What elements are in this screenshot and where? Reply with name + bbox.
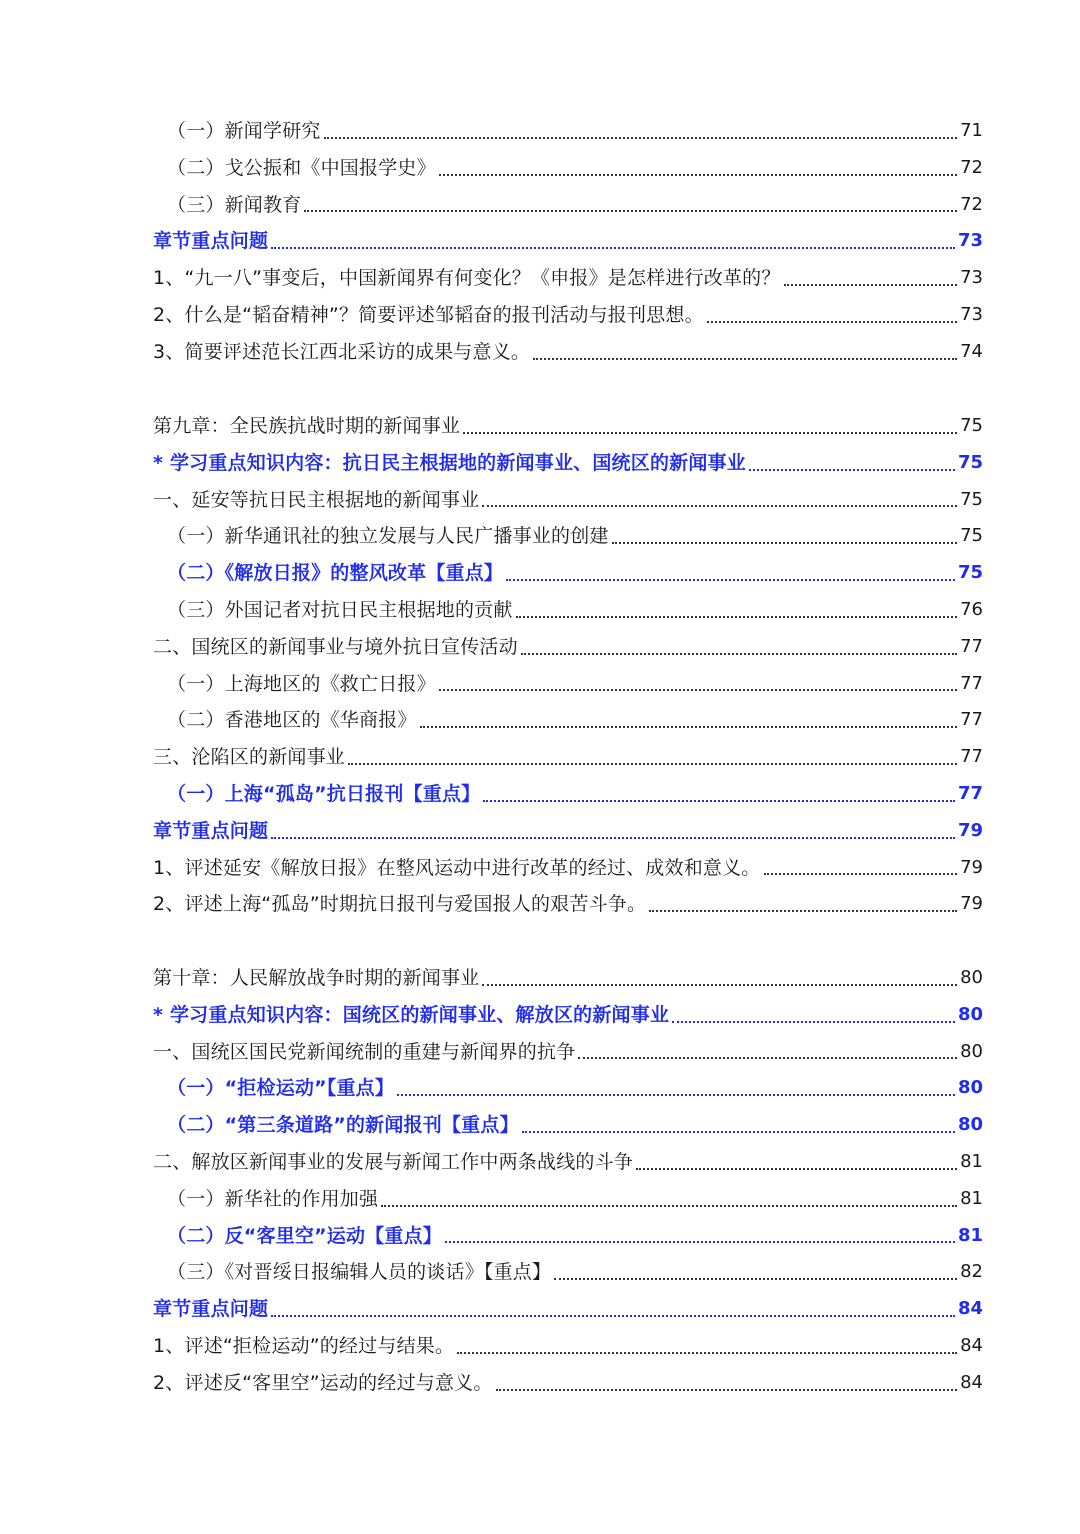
toc-entry-page-number: 81 bbox=[957, 1224, 983, 1246]
toc-dot-leader bbox=[381, 1205, 957, 1207]
toc-entry[interactable] bbox=[153, 555, 983, 592]
toc-entry-page-number: 76 bbox=[960, 598, 983, 620]
toc-dot-leader bbox=[578, 1057, 957, 1059]
toc-entry[interactable] bbox=[153, 260, 983, 297]
toc-dot-leader bbox=[397, 1094, 955, 1096]
toc-entry-page-number: 84 bbox=[957, 1298, 983, 1320]
toc-entry-label: 三、沦陷区的新闻事业 bbox=[153, 746, 346, 769]
toc-entry-page-number: 77 bbox=[960, 635, 983, 657]
toc-entry-page-number: 84 bbox=[960, 1334, 983, 1356]
toc-entry-page-number: 75 bbox=[957, 562, 983, 584]
toc-dot-leader bbox=[554, 1278, 957, 1280]
toc-entry-page-number: 75 bbox=[957, 451, 983, 473]
toc-entry-page-number: 80 bbox=[960, 1040, 983, 1062]
toc-dot-leader bbox=[521, 653, 957, 655]
toc-entry-label: （一）“拒检运动”【重点】 bbox=[167, 1077, 395, 1100]
toc-dot-leader bbox=[533, 358, 957, 360]
toc-entry-label: 2、评述反“客里空”运动的经过与意义。 bbox=[153, 1371, 493, 1394]
toc-entry-page-number: 81 bbox=[960, 1150, 983, 1172]
toc-entry-label: （一）上海“孤岛”抗日报刊【重点】 bbox=[167, 782, 481, 805]
toc-dot-leader bbox=[764, 873, 958, 875]
toc-dot-leader bbox=[707, 321, 957, 323]
toc-dot-leader bbox=[348, 763, 957, 765]
toc-entry-label: 第九章：全民族抗战时期的新闻事业 bbox=[153, 415, 461, 437]
toc-entry[interactable] bbox=[153, 1365, 983, 1402]
toc-dot-leader bbox=[457, 1352, 957, 1354]
toc-entry-page-number: 81 bbox=[960, 1187, 983, 1209]
toc-entry-label: （二）反“客里空”运动【重点】 bbox=[167, 1224, 442, 1247]
toc-entry-page-number: 77 bbox=[957, 782, 983, 804]
toc-entry-page-number: 80 bbox=[960, 967, 983, 988]
toc-entry-label: 一、延安等抗日民主根据地的新闻事业 bbox=[153, 488, 480, 511]
toc-entry[interactable] bbox=[153, 1254, 983, 1291]
toc-entry-label: （一）新华社的作用加强 bbox=[167, 1187, 379, 1210]
toc-entry[interactable] bbox=[153, 1218, 983, 1255]
toc-entry[interactable] bbox=[153, 629, 983, 666]
toc-entry-page-number: 79 bbox=[957, 819, 983, 841]
toc-entry[interactable] bbox=[153, 334, 983, 371]
toc-dot-leader bbox=[439, 689, 957, 691]
toc-dot-leader bbox=[672, 1021, 955, 1023]
toc-entry-label: （三）外国记者对抗日民主根据地的贡献 bbox=[167, 598, 513, 621]
toc-entry[interactable] bbox=[153, 223, 983, 260]
toc-entry[interactable] bbox=[153, 813, 983, 850]
toc-dot-leader bbox=[420, 726, 957, 728]
toc-entry-page-number: 75 bbox=[960, 488, 983, 510]
toc-dot-leader bbox=[304, 210, 957, 212]
toc-dot-leader bbox=[445, 1241, 955, 1243]
toc-entry[interactable] bbox=[153, 739, 983, 776]
toc-entry[interactable] bbox=[153, 445, 983, 482]
toc-entry-label: （一）新华通讯社的独立发展与人民广播事业的创建 bbox=[167, 525, 609, 548]
toc-dot-leader bbox=[749, 469, 955, 471]
toc-entry-label: （一）新闻学研究 bbox=[167, 120, 321, 142]
toc-dot-leader bbox=[463, 432, 957, 434]
toc-entry-page-number: 77 bbox=[960, 746, 983, 768]
toc-dot-leader bbox=[522, 1131, 955, 1133]
toc-entry-label: （二）香港地区的《华商报》 bbox=[167, 709, 417, 732]
toc-entry[interactable] bbox=[153, 666, 983, 703]
toc-block-chapter-8-tail bbox=[153, 113, 983, 371]
toc-entry-label: 2、评述上海“孤岛”时期抗日报刊与爱国报人的艰苦斗争。 bbox=[153, 893, 647, 916]
toc-entry[interactable] bbox=[153, 408, 983, 445]
toc-entry-label: * 学习重点知识内容：抗日民主根据地的新闻事业、国统区的新闻事业 bbox=[153, 451, 746, 474]
toc-entry[interactable] bbox=[153, 1070, 983, 1107]
toc-entry-page-number: 80 bbox=[957, 1077, 983, 1099]
toc-entry[interactable] bbox=[153, 518, 983, 555]
toc-entry-page-number: 79 bbox=[960, 856, 983, 878]
toc-entry-label: 章节重点问题 bbox=[153, 1298, 269, 1321]
toc-entry-label: 二、解放区新闻事业的发展与新闻工作中两条战线的斗争 bbox=[153, 1150, 634, 1173]
toc-entry-page-number: 75 bbox=[960, 525, 983, 547]
toc-entry[interactable] bbox=[153, 113, 983, 150]
toc-entry[interactable] bbox=[153, 1034, 983, 1071]
toc-entry[interactable] bbox=[153, 702, 983, 739]
toc-entry-label: * 学习重点知识内容：国统区的新闻事业、解放区的新闻事业 bbox=[153, 1003, 670, 1026]
toc-entry[interactable] bbox=[153, 1291, 983, 1328]
toc-entry-page-number: 72 bbox=[960, 193, 983, 215]
toc-entry-label: 2、什么是“韬奋精神”？简要评述邹韬奋的报刊活动与报刊思想。 bbox=[153, 303, 704, 326]
toc-dot-leader bbox=[324, 137, 957, 139]
toc-entry-page-number: 74 bbox=[960, 340, 983, 362]
toc-dot-leader bbox=[271, 247, 955, 249]
toc-entry-label: 章节重点问题 bbox=[153, 230, 269, 253]
toc-dot-leader bbox=[516, 616, 957, 618]
toc-entry-label: 一、国统区国民党新闻统制的重建与新闻界的抗争 bbox=[153, 1040, 576, 1063]
toc-entry-page-number: 84 bbox=[960, 1371, 983, 1393]
toc-entry-label: （二）《解放日报》的整风改革【重点】 bbox=[167, 562, 504, 585]
toc-entry-label: （三）《对晋绥日报编辑人员的谈话》【重点】 bbox=[167, 1261, 552, 1284]
toc-entry[interactable] bbox=[153, 776, 983, 813]
toc-entry-label: （二）“第三条道路”的新闻报刊【重点】 bbox=[167, 1114, 519, 1137]
toc-entry-label: 章节重点问题 bbox=[153, 819, 269, 842]
toc-dot-leader bbox=[439, 174, 957, 176]
toc-dot-leader bbox=[612, 542, 957, 544]
toc-entry-label: 3、简要评述范长江西北采访的成果与意义。 bbox=[153, 340, 531, 363]
toc-entry[interactable] bbox=[153, 1181, 983, 1218]
toc-entry-page-number: 80 bbox=[957, 1003, 983, 1025]
toc-entry[interactable] bbox=[153, 592, 983, 629]
toc-entry[interactable] bbox=[153, 960, 983, 997]
toc-dot-leader bbox=[496, 1389, 958, 1391]
toc-entry[interactable] bbox=[153, 886, 983, 923]
toc-entry-label: 1、评述“拒检运动”的经过与结果。 bbox=[153, 1334, 455, 1357]
toc-dot-leader bbox=[506, 579, 955, 581]
toc-entry-label: 第十章：人民解放战争时期的新闻事业 bbox=[153, 967, 480, 989]
toc-entry[interactable] bbox=[153, 187, 983, 224]
toc-dot-leader bbox=[482, 984, 957, 986]
toc-entry-label: 1、评述延安《解放日报》在整风运动中进行改革的经过、成效和意义。 bbox=[153, 856, 761, 879]
toc-entry-label: （一）上海地区的《救亡日报》 bbox=[167, 672, 436, 695]
toc-entry[interactable] bbox=[153, 482, 983, 519]
toc-entry-page-number: 80 bbox=[957, 1114, 983, 1136]
toc-dot-leader bbox=[482, 505, 957, 507]
toc-dot-leader bbox=[784, 284, 958, 286]
toc-entry-page-number: 77 bbox=[960, 709, 983, 731]
toc-entry[interactable] bbox=[153, 1107, 983, 1144]
toc-entry-page-number: 82 bbox=[960, 1261, 983, 1283]
toc-entry-label: 二、国统区的新闻事业与境外抗日宣传活动 bbox=[153, 635, 518, 658]
toc-entry-label: （三）新闻教育 bbox=[167, 193, 302, 216]
toc-entry[interactable] bbox=[153, 297, 983, 334]
toc-dot-leader bbox=[636, 1168, 957, 1170]
toc-entry[interactable] bbox=[153, 150, 983, 187]
toc-entry-page-number: 73 bbox=[960, 303, 983, 325]
toc-dot-leader bbox=[271, 1315, 955, 1317]
toc-entry-page-number: 77 bbox=[960, 672, 983, 694]
toc-dot-leader bbox=[649, 910, 957, 912]
toc-entry-label: 1、“九一八”事变后，中国新闻界有何变化？《申报》是怎样进行改革的？ bbox=[153, 267, 781, 290]
toc-entry-page-number: 75 bbox=[960, 415, 983, 436]
toc-dot-leader bbox=[483, 800, 955, 802]
toc-entry[interactable] bbox=[153, 997, 983, 1034]
toc-block-chapter-9 bbox=[153, 408, 983, 923]
toc-entry[interactable] bbox=[153, 850, 983, 887]
toc-entry-page-number: 79 bbox=[960, 893, 983, 915]
toc-block-chapter-10 bbox=[153, 960, 983, 1402]
toc-entry-page-number: 73 bbox=[960, 267, 983, 289]
toc-entry-page-number: 71 bbox=[960, 120, 983, 141]
toc-entry-page-number: 72 bbox=[960, 156, 983, 178]
toc-entry-page-number: 73 bbox=[957, 230, 983, 252]
toc-entry-label: （二）戈公振和《中国报学史》 bbox=[167, 156, 436, 179]
toc-entry[interactable] bbox=[153, 1328, 983, 1365]
toc-entry[interactable] bbox=[153, 1144, 983, 1181]
toc-dot-leader bbox=[271, 837, 955, 839]
